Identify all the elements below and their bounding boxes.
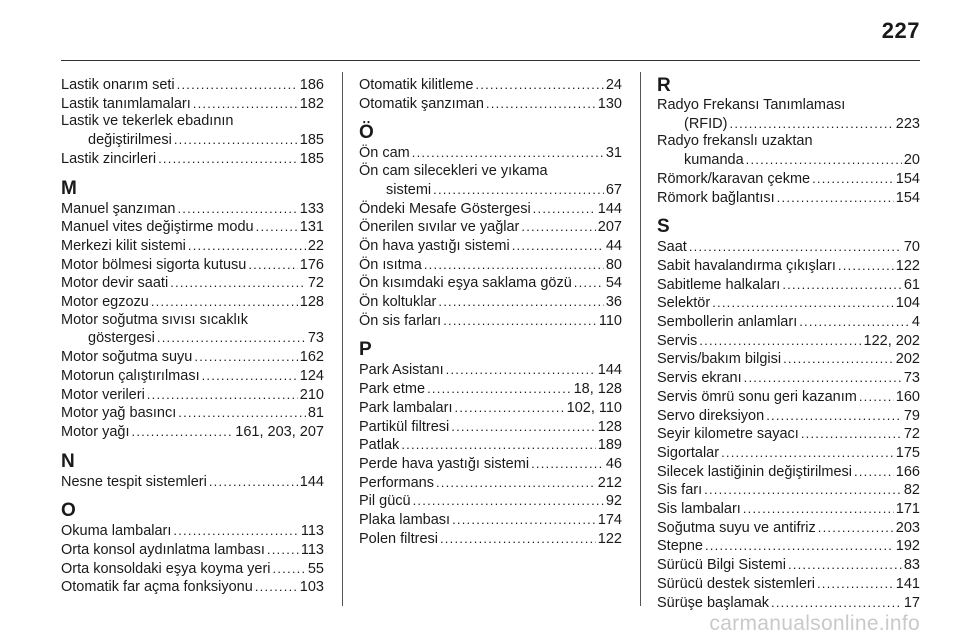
entry-text: Servis <box>657 332 698 349</box>
entry-text: Pil gücü <box>359 493 411 510</box>
leader-dots <box>209 473 298 492</box>
entry-text: Ön ısıtma <box>359 256 422 273</box>
leader-dots <box>424 256 604 275</box>
entry-text: Önerilen sıvılar ve yağlar <box>359 219 520 236</box>
entry-text: Nesne tespit sistemleri <box>61 473 207 490</box>
index-entry <box>359 380 622 399</box>
index-entry <box>359 95 622 114</box>
entry-text: Ön cam <box>359 145 410 162</box>
entry-text: Perde hava yastığı sistemi <box>359 455 530 472</box>
entry-page-ref: 166 <box>895 463 920 480</box>
entry-page-ref: 110 <box>598 312 622 329</box>
leader-dots <box>177 200 297 219</box>
index-entry <box>61 329 324 348</box>
index-entry <box>61 218 324 237</box>
leader-dots <box>427 380 572 399</box>
index-group <box>61 179 324 442</box>
index-entry <box>359 511 622 530</box>
leader-dots <box>255 578 298 597</box>
index-letter-heading: N <box>61 450 75 472</box>
index-entry <box>61 386 324 405</box>
leader-dots <box>788 556 902 575</box>
column-divider <box>640 72 641 606</box>
leader-dots <box>202 367 298 386</box>
index-entry <box>61 404 324 423</box>
leader-dots <box>817 575 894 594</box>
entry-page-ref: 176 <box>299 256 324 273</box>
entry-text: Manuel vites değiştirme modu <box>61 219 254 236</box>
entry-page-ref: 82 <box>903 482 920 499</box>
leader-dots <box>531 455 604 474</box>
index-group <box>359 340 622 548</box>
entry-page-ref: 171 <box>895 501 920 518</box>
entry-text: Motor yağı <box>61 423 130 440</box>
entry-text: Merkezi kilit sistemi <box>61 237 186 254</box>
entry-text: Motorun çalıştırılması <box>61 367 200 384</box>
leader-dots <box>174 131 298 150</box>
index-entry <box>657 575 920 594</box>
index-letter-heading: M <box>61 177 77 199</box>
entry-page-ref: 102, 110 <box>566 399 622 416</box>
entry-text: Ön cam silecekleri ve yıkama <box>359 163 548 180</box>
entry-page-ref: 113 <box>300 523 324 540</box>
index-group <box>657 217 920 612</box>
entry-text: Ön hava yastığı sistemi <box>359 237 510 254</box>
index-entry <box>657 556 920 575</box>
index-entry <box>61 473 324 492</box>
leader-dots <box>744 369 902 388</box>
index-entry <box>657 463 920 482</box>
entry-page-ref: 18, 128 <box>573 381 622 398</box>
entry-page-ref: 144 <box>597 362 622 379</box>
entry-page-ref: 55 <box>307 560 324 577</box>
index-entry <box>359 181 622 200</box>
entry-text: Otomatik far açma fonksiyonu <box>61 579 253 596</box>
entry-text: Motor devir saati <box>61 275 169 292</box>
index-column-1 <box>61 76 324 597</box>
entry-text: Plaka lambası <box>359 512 451 529</box>
index-letter-heading: P <box>359 339 372 361</box>
entry-page-ref: 103 <box>299 579 324 596</box>
leader-dots <box>777 189 894 208</box>
index-letter-heading: Ö <box>359 122 374 144</box>
index-entry <box>657 257 920 276</box>
entry-page-ref: 175 <box>895 444 920 461</box>
entry-text: Sabitleme halkaları <box>657 276 781 293</box>
index-entry <box>61 367 324 386</box>
index-entry <box>359 399 622 418</box>
entry-page-ref: 80 <box>605 256 622 273</box>
leader-dots <box>440 530 596 549</box>
entry-page-ref: 44 <box>605 237 622 254</box>
index-entry <box>657 238 920 257</box>
leader-dots <box>443 312 597 331</box>
leader-dots <box>173 522 298 541</box>
index-entry <box>657 444 920 463</box>
leader-dots <box>412 144 604 163</box>
entry-text: Patlak <box>359 437 400 454</box>
index-group <box>61 76 324 169</box>
entry-page-ref: 207 <box>597 219 622 236</box>
leader-dots <box>147 386 298 405</box>
entry-page-ref: 36 <box>605 294 622 311</box>
leader-dots <box>413 492 604 511</box>
leader-dots <box>454 399 564 418</box>
leader-dots <box>151 293 298 312</box>
index-group <box>657 76 920 207</box>
entry-page-ref: 72 <box>903 426 920 443</box>
leader-dots <box>178 404 306 423</box>
entry-text: Öndeki Mesafe Göstergesi <box>359 200 531 217</box>
entry-text: Ön sis farları <box>359 312 442 329</box>
index-entry <box>657 519 920 538</box>
index-entry <box>359 361 622 380</box>
index-entry <box>359 218 622 237</box>
entry-page-ref: 141 <box>895 575 920 592</box>
entry-text: Selektör <box>657 295 711 312</box>
entry-page-ref: 104 <box>895 295 920 312</box>
leader-dots <box>859 388 894 407</box>
entry-text: Partikül filtresi <box>359 418 450 435</box>
entry-page-ref: 54 <box>605 275 622 292</box>
entry-page-ref: 210 <box>299 386 324 403</box>
header-rule <box>61 60 920 61</box>
leader-dots <box>730 115 894 134</box>
entry-page-ref: 223 <box>895 115 920 132</box>
entry-text: Sis lambaları <box>657 501 741 518</box>
leader-dots <box>699 332 861 351</box>
leader-dots <box>433 181 604 200</box>
entry-page-ref: 122 <box>597 530 622 547</box>
leader-dots <box>705 537 894 556</box>
entry-text: Polen filtresi <box>359 530 438 547</box>
entry-page-ref: 174 <box>597 512 622 529</box>
entry-text: Park etme <box>359 381 426 398</box>
index-entry <box>61 560 324 579</box>
index-entry <box>61 150 324 169</box>
index-letter-heading: S <box>657 216 670 238</box>
entry-page-ref: 83 <box>903 557 920 574</box>
entry-text: (RFID) <box>684 115 728 132</box>
leader-dots <box>446 361 596 380</box>
entry-text: Motor soğutma sıvısı sıcaklık <box>61 311 248 328</box>
leader-dots <box>273 560 306 579</box>
index-entry <box>657 115 920 134</box>
entry-text: değiştirilmesi <box>88 132 172 149</box>
entry-text: Sis farı <box>657 482 703 499</box>
entry-page-ref: 130 <box>597 95 622 112</box>
entry-page-ref: 154 <box>895 170 920 187</box>
entry-page-ref: 124 <box>299 367 324 384</box>
index-entry <box>657 294 920 313</box>
index-entry <box>61 237 324 256</box>
index-entry <box>359 418 622 437</box>
entry-page-ref: 154 <box>895 189 920 206</box>
leader-dots <box>451 418 596 437</box>
entry-text: Lastik onarım seti <box>61 77 175 93</box>
entry-page-ref: 186 <box>299 77 324 93</box>
index-entry <box>657 425 920 444</box>
entry-text: Römork bağlantısı <box>657 189 775 206</box>
index-entry <box>61 293 324 312</box>
leader-dots <box>799 313 910 332</box>
index-entry <box>657 189 920 208</box>
entry-text: Römork/karavan çekme <box>657 170 811 187</box>
entry-text: Silecek lastiğinin değiştirilmesi <box>657 463 853 480</box>
index-entry <box>657 500 920 519</box>
entry-page-ref: 20 <box>903 152 920 169</box>
index-letter-heading: R <box>657 75 671 96</box>
entry-page-ref: 72 <box>307 275 324 292</box>
index-entry <box>359 237 622 256</box>
entry-text: Saat <box>657 239 687 256</box>
entry-page-ref: 128 <box>597 418 622 435</box>
leader-dots <box>574 274 604 293</box>
entry-page-ref: 131 <box>299 219 324 236</box>
index-letter-heading: O <box>61 500 76 522</box>
index-entry <box>359 474 622 493</box>
index-entry <box>61 256 324 275</box>
index-entry <box>61 423 324 442</box>
entry-text: Motor verileri <box>61 386 145 403</box>
leader-dots <box>194 348 297 367</box>
entry-text: Sürüşe başlamak <box>657 594 770 611</box>
entry-page-ref: 79 <box>903 407 920 424</box>
entry-text: Sigortalar <box>657 444 720 461</box>
index-group <box>359 76 622 113</box>
index-entry <box>359 274 622 293</box>
entry-text: Performans <box>359 474 434 491</box>
leader-dots <box>712 294 894 313</box>
entry-page-ref: 128 <box>299 294 324 311</box>
index-entry <box>657 537 920 556</box>
entry-text: Sabit havalandırma çıkışları <box>657 257 836 274</box>
entry-page-ref: 122 <box>895 257 920 274</box>
entry-text: Orta konsol aydınlatma lambası <box>61 542 265 559</box>
leader-dots <box>193 95 298 114</box>
entry-page-ref: 192 <box>895 538 920 555</box>
leader-dots <box>157 329 306 348</box>
entry-text: Otomatik kilitleme <box>359 77 474 93</box>
entry-text: Sembollerin anlamları <box>657 314 798 331</box>
entry-text: Okuma lambaları <box>61 523 172 540</box>
index-entry <box>61 274 324 293</box>
leader-dots <box>452 511 596 530</box>
index-entry <box>61 131 324 150</box>
index-group <box>61 501 324 597</box>
index-group <box>359 123 622 330</box>
leader-dots <box>766 407 902 426</box>
index-entry <box>359 76 622 95</box>
entry-page-ref: 160 <box>895 388 920 405</box>
entry-text: Motor yağ basıncı <box>61 405 177 422</box>
entry-text: Servis ekranı <box>657 370 742 387</box>
index-column-2 <box>359 76 622 548</box>
entry-page-ref: 113 <box>300 542 324 559</box>
entry-text: Stepne <box>657 538 703 555</box>
entry-text: Motor soğutma suyu <box>61 349 193 366</box>
leader-dots <box>721 444 894 463</box>
index-entry <box>657 407 920 426</box>
leader-dots <box>838 257 894 276</box>
entry-text: Lastik tanımlamaları <box>61 95 191 112</box>
leader-dots <box>248 256 297 275</box>
leader-dots <box>158 150 298 169</box>
entry-text: Orta konsoldaki eşya koyma yeri <box>61 560 271 577</box>
index-entry <box>61 522 324 541</box>
entry-page-ref: 203 <box>895 519 920 536</box>
entry-page-ref: 161, 203, 207 <box>235 423 324 440</box>
entry-text: Manuel şanzıman <box>61 200 176 217</box>
entry-page-ref: 185 <box>299 150 324 167</box>
index-entry <box>61 578 324 597</box>
entry-page-ref: 122, 202 <box>863 332 920 349</box>
index-entry <box>359 436 622 455</box>
index-entry <box>657 594 920 613</box>
entry-page-ref: 4 <box>911 314 920 331</box>
leader-dots <box>267 541 299 560</box>
entry-text: Park Asistanı <box>359 362 444 379</box>
entry-text: Soğutma suyu ve antifriz <box>657 519 816 536</box>
index-entry <box>657 313 920 332</box>
index-entry <box>657 276 920 295</box>
leader-dots <box>746 151 902 170</box>
leader-dots <box>782 276 902 295</box>
entry-page-ref: 67 <box>605 181 622 198</box>
entry-text: Motor bölmesi sigorta kutusu <box>61 256 247 273</box>
leader-dots <box>771 594 902 613</box>
index-entry <box>61 95 324 114</box>
entry-page-ref: 185 <box>299 132 324 149</box>
leader-dots <box>256 218 298 237</box>
leader-dots <box>170 274 306 293</box>
leader-dots <box>177 76 298 95</box>
index-entry <box>657 369 920 388</box>
entry-page-ref: 133 <box>299 200 324 217</box>
index-entry <box>359 293 622 312</box>
entry-text: sistemi <box>386 181 432 198</box>
watermark: carmanualsonline.info <box>709 612 920 635</box>
entry-page-ref: 61 <box>903 276 920 293</box>
index-entry <box>359 256 622 275</box>
page-number: 227 <box>881 18 920 43</box>
index-group <box>61 452 324 492</box>
entry-page-ref: 46 <box>605 455 622 472</box>
index-entry <box>657 151 920 170</box>
entry-text: Radyo Frekansı Tanımlaması <box>657 97 846 113</box>
entry-text: Servis/bakım bilgisi <box>657 351 782 368</box>
entry-page-ref: 212 <box>597 474 622 491</box>
index-entry <box>359 144 622 163</box>
index-entry <box>657 332 920 351</box>
leader-dots <box>854 463 894 482</box>
entry-text: Lastik zincirleri <box>61 150 157 167</box>
entry-page-ref: 24 <box>605 77 622 93</box>
entry-page-ref: 73 <box>307 330 324 347</box>
leader-dots <box>704 481 902 500</box>
index-entry <box>657 481 920 500</box>
entry-text: Motor egzozu <box>61 294 149 311</box>
index-entry <box>359 312 622 331</box>
entry-text: Sürücü Bilgi Sistemi <box>657 557 786 574</box>
leader-dots <box>401 436 595 455</box>
index-entry <box>61 76 324 95</box>
index-entry <box>359 455 622 474</box>
leader-dots <box>783 350 894 369</box>
entry-page-ref: 92 <box>605 493 622 510</box>
leader-dots <box>438 293 603 312</box>
leader-dots <box>436 474 596 493</box>
entry-text: Otomatik şanzıman <box>359 95 484 112</box>
entry-text: Servis ömrü sonu geri kazanım <box>657 388 857 405</box>
entry-page-ref: 31 <box>605 145 622 162</box>
entry-page-ref: 144 <box>299 473 324 490</box>
entry-page-ref: 81 <box>307 405 324 422</box>
entry-page-ref: 162 <box>299 349 324 366</box>
index-entry <box>61 541 324 560</box>
leader-dots <box>818 519 894 538</box>
leader-dots <box>801 425 902 444</box>
entry-page-ref: 202 <box>895 351 920 368</box>
index-entry <box>61 200 324 219</box>
entry-page-ref: 144 <box>597 200 622 217</box>
entry-text: Park lambaları <box>359 399 453 416</box>
leader-dots <box>521 218 595 237</box>
leader-dots <box>743 500 894 519</box>
leader-dots <box>533 200 596 219</box>
entry-text: Lastik ve tekerlek ebadının <box>61 113 234 130</box>
entry-text: Seyir kilometre sayacı <box>657 426 799 443</box>
index-entry <box>359 530 622 549</box>
entry-text: kumanda <box>684 152 744 169</box>
leader-dots <box>689 238 902 257</box>
leader-dots <box>512 237 604 256</box>
entry-page-ref: 182 <box>299 95 324 112</box>
entry-page-ref: 22 <box>307 237 324 254</box>
entry-text: Sürücü destek sistemleri <box>657 575 815 592</box>
leader-dots <box>475 76 603 95</box>
index-entry <box>359 200 622 219</box>
index-entry <box>657 350 920 369</box>
entry-text: göstergesi <box>88 330 155 347</box>
entry-text: Ön kısımdaki eşya saklama gözü <box>359 275 572 292</box>
index-entry <box>61 348 324 367</box>
entry-page-ref: 189 <box>597 437 622 454</box>
entry-page-ref: 70 <box>903 239 920 256</box>
index-entry <box>657 388 920 407</box>
entry-page-ref: 17 <box>903 594 920 611</box>
index-entry <box>359 492 622 511</box>
leader-dots <box>132 423 234 442</box>
entry-text: Servo direksiyon <box>657 407 765 424</box>
entry-text: Radyo frekanslı uzaktan <box>657 133 813 150</box>
entry-page-ref: 73 <box>903 370 920 387</box>
index-entry <box>657 170 920 189</box>
entry-text: Ön koltuklar <box>359 294 437 311</box>
leader-dots <box>486 95 596 114</box>
index-column-3 <box>657 76 920 612</box>
leader-dots <box>188 237 306 256</box>
leader-dots <box>812 170 894 189</box>
column-divider <box>342 72 343 606</box>
